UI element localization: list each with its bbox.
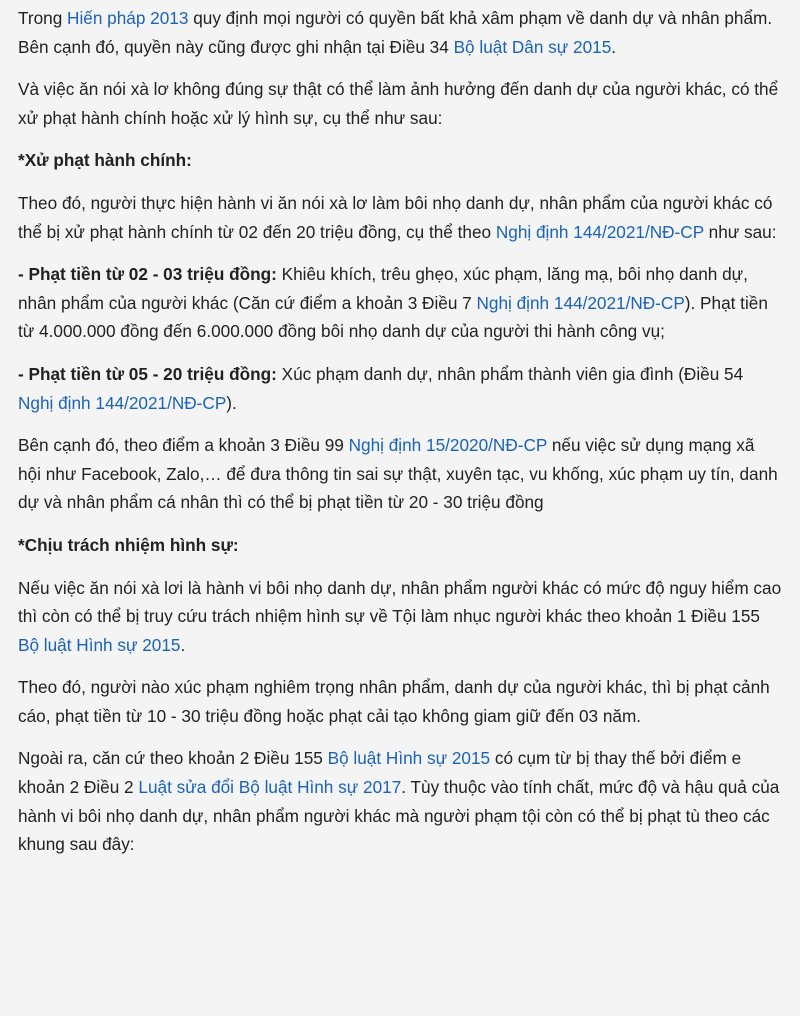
link-bo-luat-hinh-su-2015[interactable]: Bộ luật Hình sự 2015 bbox=[18, 634, 181, 655]
link-nghi-dinh-144-2021[interactable]: Nghị định 144/2021/NĐ-CP bbox=[18, 392, 227, 413]
text: Bên cạnh đó, theo điểm a khoản 3 Điều 99 bbox=[18, 435, 349, 456]
link-nghi-dinh-15-2020[interactable]: Nghị định 15/2020/NĐ-CP bbox=[348, 435, 548, 456]
text: Ngoài ra, căn cứ theo khoản 2 Điều 155 bbox=[18, 748, 328, 769]
link-luat-sua-doi-2017[interactable]: Luật sửa đổi Bộ luật Hình sự 2017 bbox=[138, 777, 402, 798]
text: Và việc ăn nói xà lơ không đúng sự thật có thể làm ảnh hưởng đến danh dự của người khác, có thể xử phạt hành chính hoặc xử lý hình sự, cụ thể như sau: bbox=[18, 79, 779, 128]
paragraph-criminal-penalty bbox=[18, 673, 782, 730]
link-nghi-dinh-144-2021[interactable]: Nghị định 144/2021/NĐ-CP bbox=[476, 292, 685, 313]
text: . bbox=[611, 36, 617, 57]
paragraph-amendment bbox=[18, 744, 782, 858]
text: Khiêu khích, trêu ghẹo, xúc phạm, lăng mạ, bôi nhọ danh dự, nhân phẩm của người khác (Căn cứ điểm a khoản 3 Điều 7 bbox=[18, 264, 748, 313]
paragraph-administrative bbox=[18, 189, 782, 246]
text: . bbox=[180, 634, 186, 655]
text: Xúc phạm danh dự, nhân phẩm thành viên gia đình (Điều 54 bbox=[276, 363, 744, 384]
paragraph-intro bbox=[18, 75, 782, 132]
paragraph-fine-05-20 bbox=[18, 360, 782, 417]
paragraph-criminal bbox=[18, 574, 782, 660]
text: nếu việc sử dụng mạng xã hội như Facebook, Zalo,… để đưa thông tin sai sự thật, xuyên tạc, vu khống, xúc phạm uy tín, danh dự và nhân phẩm cá nhân thì có thể bị phạt tiền từ 20 - 30 triệu đồng bbox=[18, 435, 778, 513]
paragraph-social-media bbox=[18, 431, 782, 517]
text: Theo đó, người nào xúc phạm nghiêm trọng nhân phẩm, danh dự của người khác, thì bị phạt cảnh cáo, phạt tiền từ 10 - 30 triệu đồng hoặc phạt cải tạo không giam giữ đến 03 năm. bbox=[18, 677, 770, 726]
paragraph-fine-02-03 bbox=[18, 260, 782, 346]
text: Trong bbox=[18, 8, 68, 28]
text: có cụm từ bị thay thế bởi điểm e khoản 2 Điều 2 bbox=[18, 748, 742, 798]
bold-label: - Phạt tiền từ 02 - 03 triệu đồng: bbox=[18, 264, 277, 285]
link-bo-luat-hinh-su-2015[interactable]: Bộ luật Hình sự 2015 bbox=[327, 748, 491, 769]
text: như sau: bbox=[703, 221, 777, 242]
text: quy định mọi người có quyền bất khả xâm phạm về danh dự và nhân phẩm. Bên cạnh đó, quyền này cũng được ghi nhận tại Điều 34 bbox=[18, 8, 773, 57]
link-bo-luat-dan-su-2015[interactable]: Bộ luật Dân sự 2015 bbox=[453, 36, 612, 57]
heading-text: *Xử phạt hành chính: bbox=[18, 150, 192, 171]
bold-label: - Phạt tiền từ 05 - 20 triệu đồng: bbox=[18, 363, 277, 384]
heading-criminal-liability bbox=[18, 531, 782, 560]
heading-administrative-penalty bbox=[18, 146, 782, 175]
text: ). Phạt tiền từ 4.000.000 đồng đến 6.000.000 đồng bôi nhọ danh dự của người thi hành công vụ; bbox=[18, 292, 768, 342]
link-hien-phap-2013[interactable]: Hiến pháp 2013 bbox=[67, 8, 189, 28]
heading-text: *Chịu trách nhiệm hình sự: bbox=[18, 534, 239, 555]
text: Theo đó, người thực hiện hành vi ăn nói xà lơ làm bôi nhọ danh dự, nhân phẩm của người khác có thể bị xử phạt hành chính từ 02 đến 20 triệu đồng, cụ thể theo bbox=[18, 192, 773, 242]
paragraph-constitution bbox=[18, 4, 782, 61]
text: . Tùy thuộc vào tính chất, mức độ và hậu quả của hành vi bôi nhọ danh dự, nhân phẩm người khác mà người phạm tội còn có thể bị phạt tù theo các khung sau đây: bbox=[18, 777, 780, 855]
text: ). bbox=[226, 392, 237, 413]
text: Nếu việc ăn nói xà lơi là hành vi bôi nhọ danh dự, nhân phẩm người khác có mức độ nguy hiểm cao thì còn có thể bị truy cứu trách nhiệm hình sự về Tội làm nhục người khác theo khoản 1 Điều 155 bbox=[18, 577, 782, 627]
link-nghi-dinh-144-2021[interactable]: Nghị định 144/2021/NĐ-CP bbox=[495, 221, 704, 242]
